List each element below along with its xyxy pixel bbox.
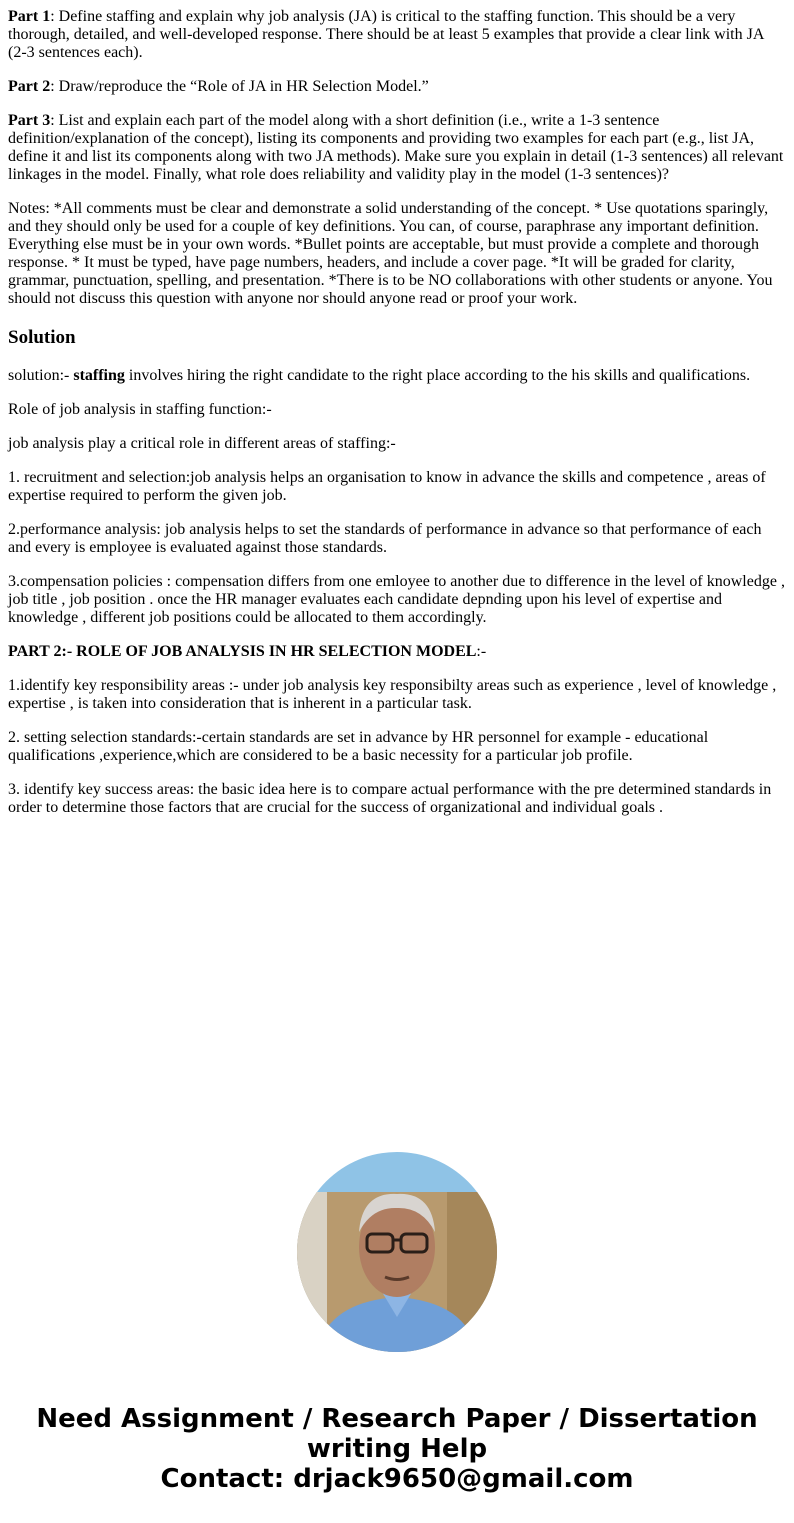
question-notes: Notes: *All comments must be clear and demonstrate a solid understanding of the concept. * Use quotations sparingly, and they should only be used for a couple of key definitions. You can, of course, paraphrase any important definition. Everything else must be in your own words. *Bullet points are acceptable, but must provide a complete and thorough response. * It must be typed, have page numbers, headers, and include a cover page. *It will be graded for clarity, grammar, punctuation, spelling, and presentation. *There is to be NO collaborations with other students or anyone. You should not discuss this question with anyone nor should anyone read or proof your work. xyxy=(8,200,773,307)
part2-heading xyxy=(8,643,786,661)
intro-bold: staffing xyxy=(73,367,125,384)
footer-line: Need Assignment / Research Paper / Dissertation xyxy=(36,1404,758,1434)
question-part1 xyxy=(8,8,786,62)
solution-heading: Solution xyxy=(8,327,76,348)
question-part3 xyxy=(8,112,786,184)
author-avatar xyxy=(297,1152,497,1352)
part3-label: Part 3 xyxy=(8,112,51,129)
part2-point: 3. identify key success areas: the basic idea here is to compare actual performance with the pre determined standards in order to determine those factors that are crucial for the success of organizational and individual goals . xyxy=(8,781,772,816)
contact-footer xyxy=(0,1404,794,1494)
part3-text: : List and explain each part of the model along with a short definition (i.e., write a 1-3 sentence definition/explanation of the concept), listing its components and providing two examples for each part (e.g., list JA, define it and list its components along with two JA methods). Make sure you explain in detail (1-3 sentences) all relevant linkages in the model. Finally, what role does reliability and validity play in the model (1-3 sentences)? xyxy=(8,112,784,183)
intro-rest: involves hiring the right candidate to the right place according to the his skills and qualifications. xyxy=(124,367,751,384)
question-part2 xyxy=(8,78,786,96)
footer-contact: Contact: drjack9650@gmail.com xyxy=(160,1464,634,1494)
part2-text: : Draw/reproduce the “Role of JA in HR Selection Model.” xyxy=(50,78,429,95)
role-intro: job analysis play a critical role in different areas of staffing:- xyxy=(8,435,396,452)
footer-line: writing Help xyxy=(306,1434,488,1464)
part2-point: 2. setting selection standards:-certain standards are set in advance by HR personnel for example - educational qualifications ,experience,which are considered to be a basic necessity for a particular job profile. xyxy=(8,729,709,764)
part1-text: : Define staffing and explain why job analysis (JA) is critical to the staffing function. This should be a very thorough, detailed, and well-developed response. There should be at least 5 examples that provide a clear link with JA (2-3 sentences each). xyxy=(8,8,764,61)
solution-point: 1. recruitment and selection:job analysis helps an organisation to know in advance the skills and competence , areas of expertise required to perform the given job. xyxy=(8,469,766,504)
part2-heading-suffix: :- xyxy=(476,643,487,660)
intro-prefix: solution:- xyxy=(8,367,74,384)
part2-label: Part 2 xyxy=(8,78,51,95)
solution-intro xyxy=(8,367,786,385)
role-heading: Role of job analysis in staffing function:- xyxy=(8,401,272,418)
part2-heading-bold: PART 2:- ROLE OF JOB ANALYSIS IN HR SELECTION MODEL xyxy=(8,643,477,660)
solution-point: 2.performance analysis: job analysis helps to set the standards of performance in advance so that performance of each and every is employee is evaluated against those standards. xyxy=(8,521,762,556)
document-body xyxy=(8,8,786,833)
person-photo-icon xyxy=(297,1152,497,1352)
part2-point: 1.identify key responsibility areas :- under job analysis key responsibilty areas such as experience , level of knowledge , expertise , is taken into consideration that is inherent in a particular task. xyxy=(8,677,777,712)
part1-label: Part 1 xyxy=(8,8,51,25)
solution-point: 3.compensation policies : compensation differs from one emloyee to another due to difference in the level of knowledge , job title , job position . once the HR manager evaluates each candidate depnding upon his level of expertise and knowledge , different job positions could be allocated to them accordingly. xyxy=(8,573,785,626)
